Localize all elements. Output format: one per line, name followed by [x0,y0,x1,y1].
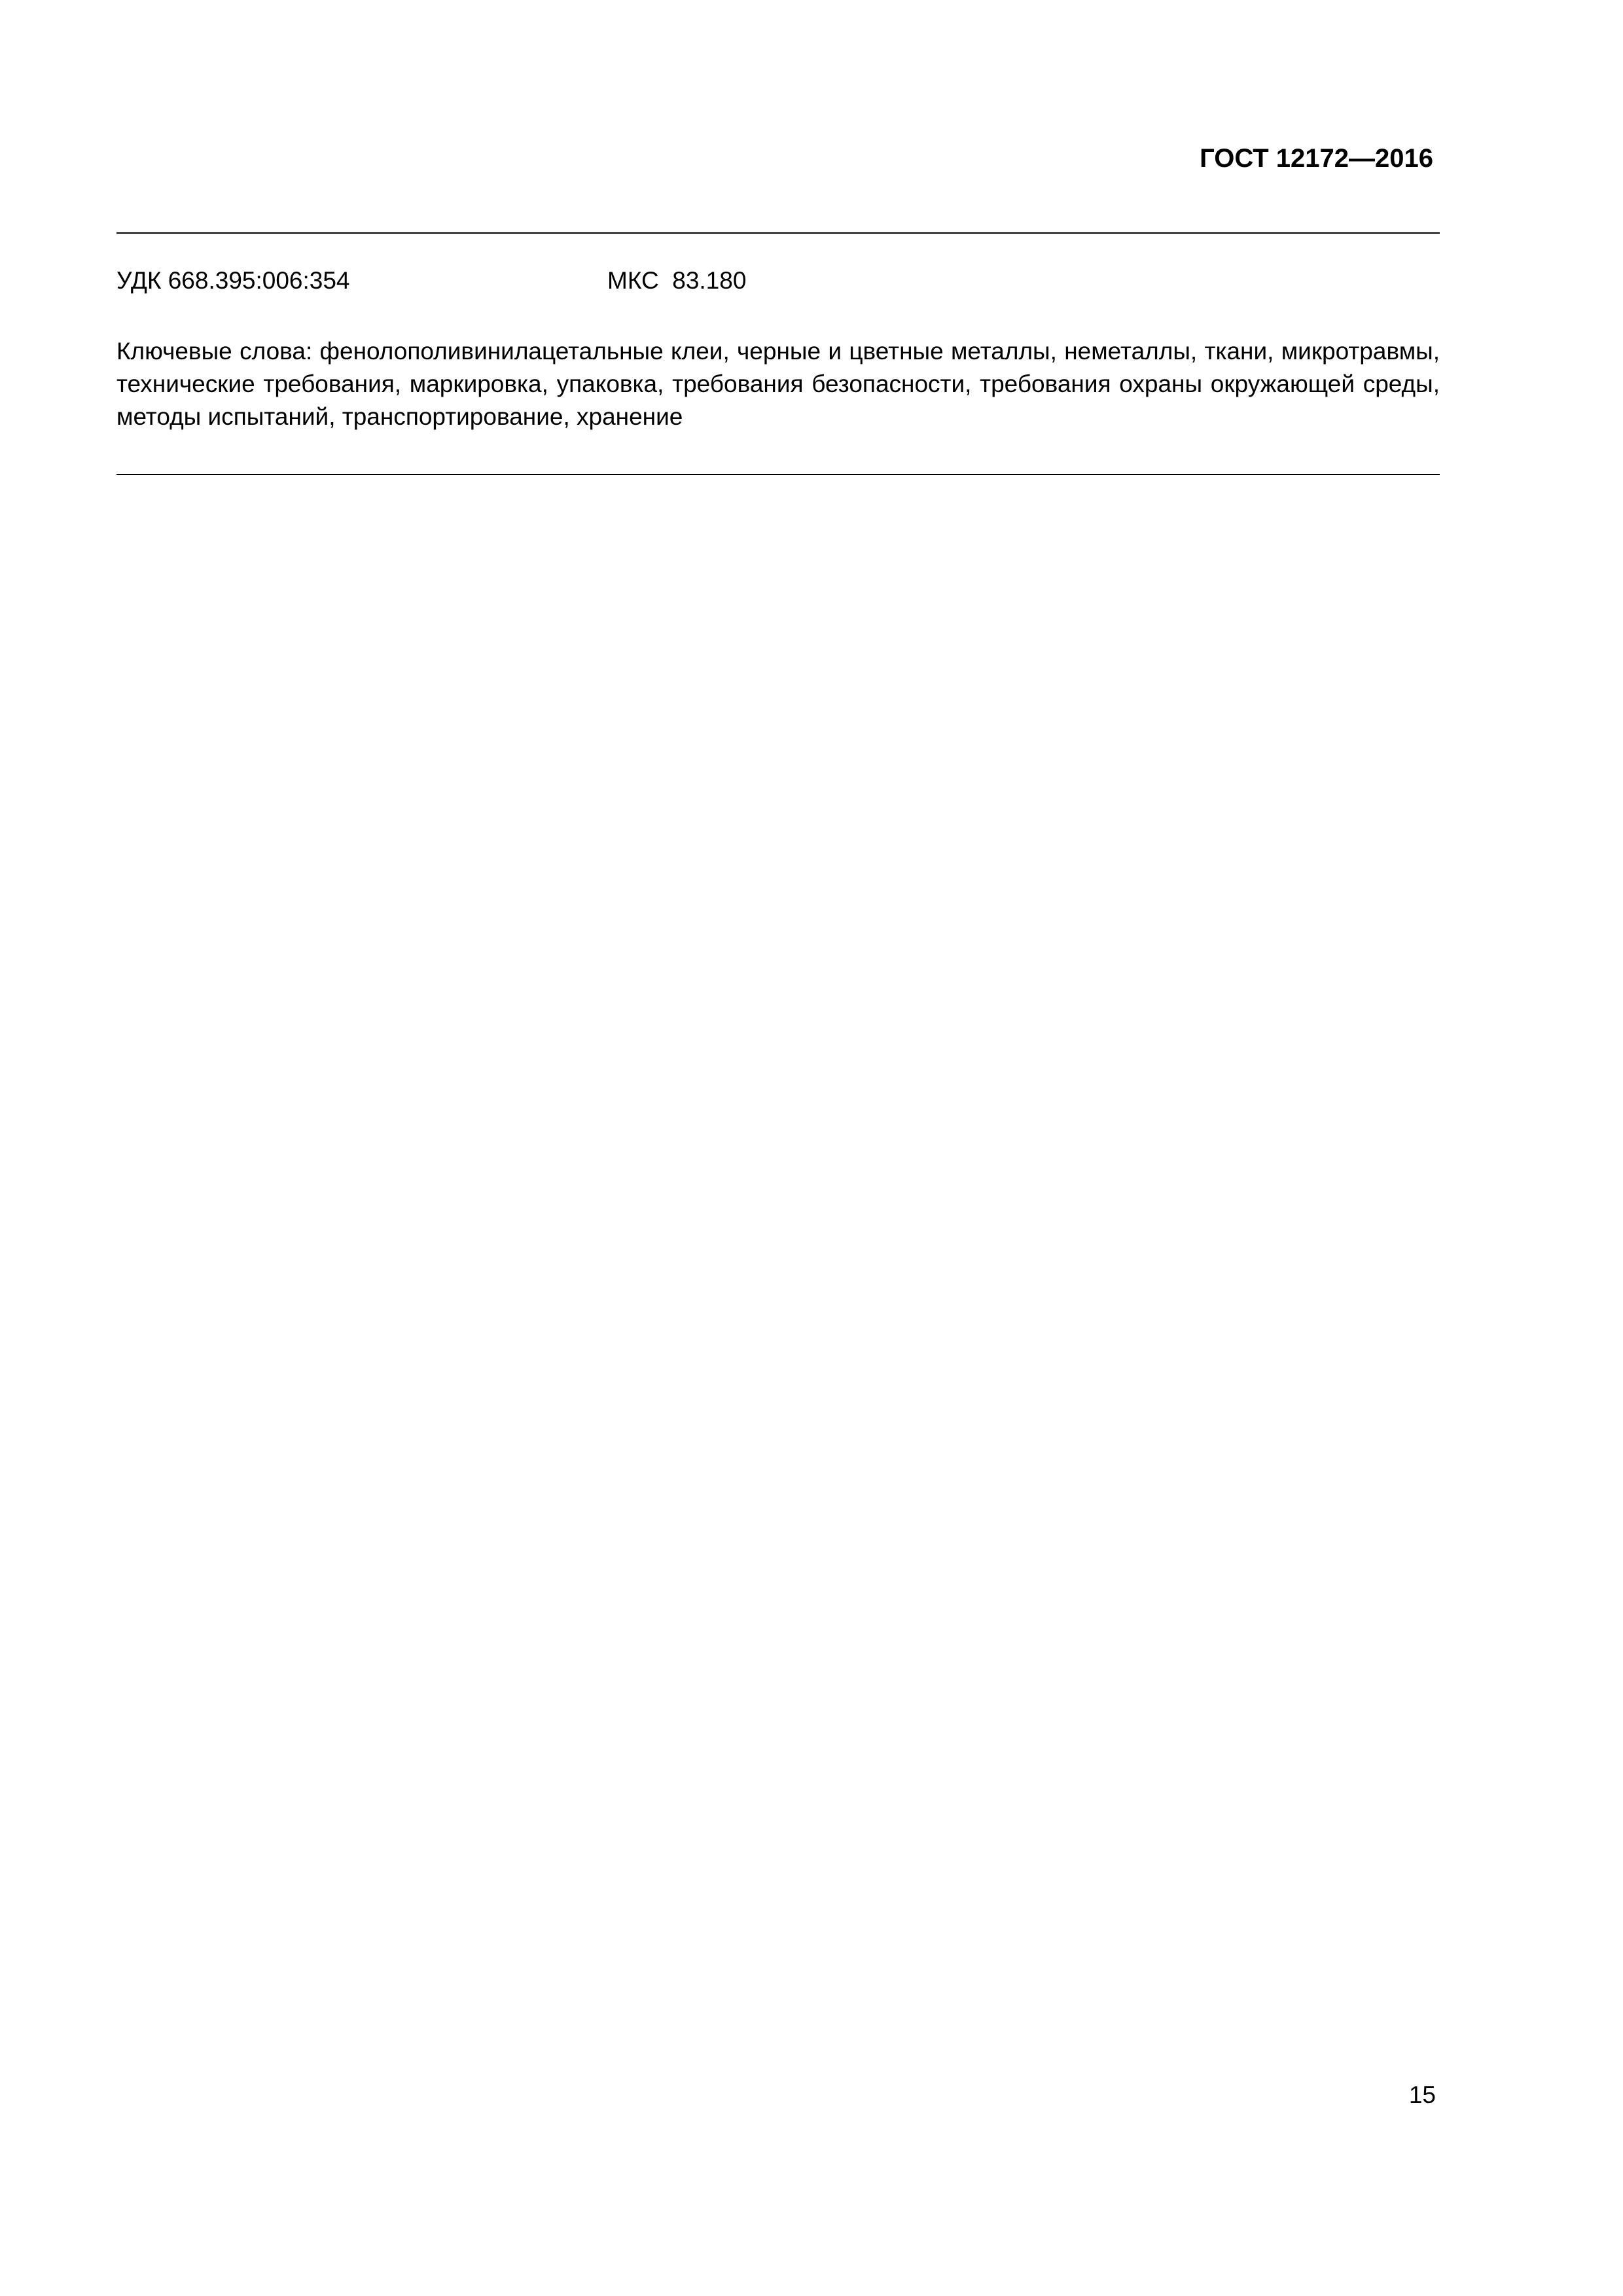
document-code: ГОСТ 12172—2016 [1200,144,1433,173]
bottom-divider [116,474,1440,475]
keywords-paragraph: Ключевые слова: фенолополивинилацетальные клеи, черные и цветные металлы, неметаллы, ткани, микротравмы, технические требования, маркировка, упаковка, требования безопасности, требования охраны окружающей среды, методы испытаний, транспортирование, хранение [116,338,1440,430]
top-divider [116,232,1440,234]
mks-code: МКС 83.180 [607,267,747,294]
page-number: 15 [1408,2081,1436,2108]
udk-code: УДК 668.395:006:354 [116,267,350,294]
